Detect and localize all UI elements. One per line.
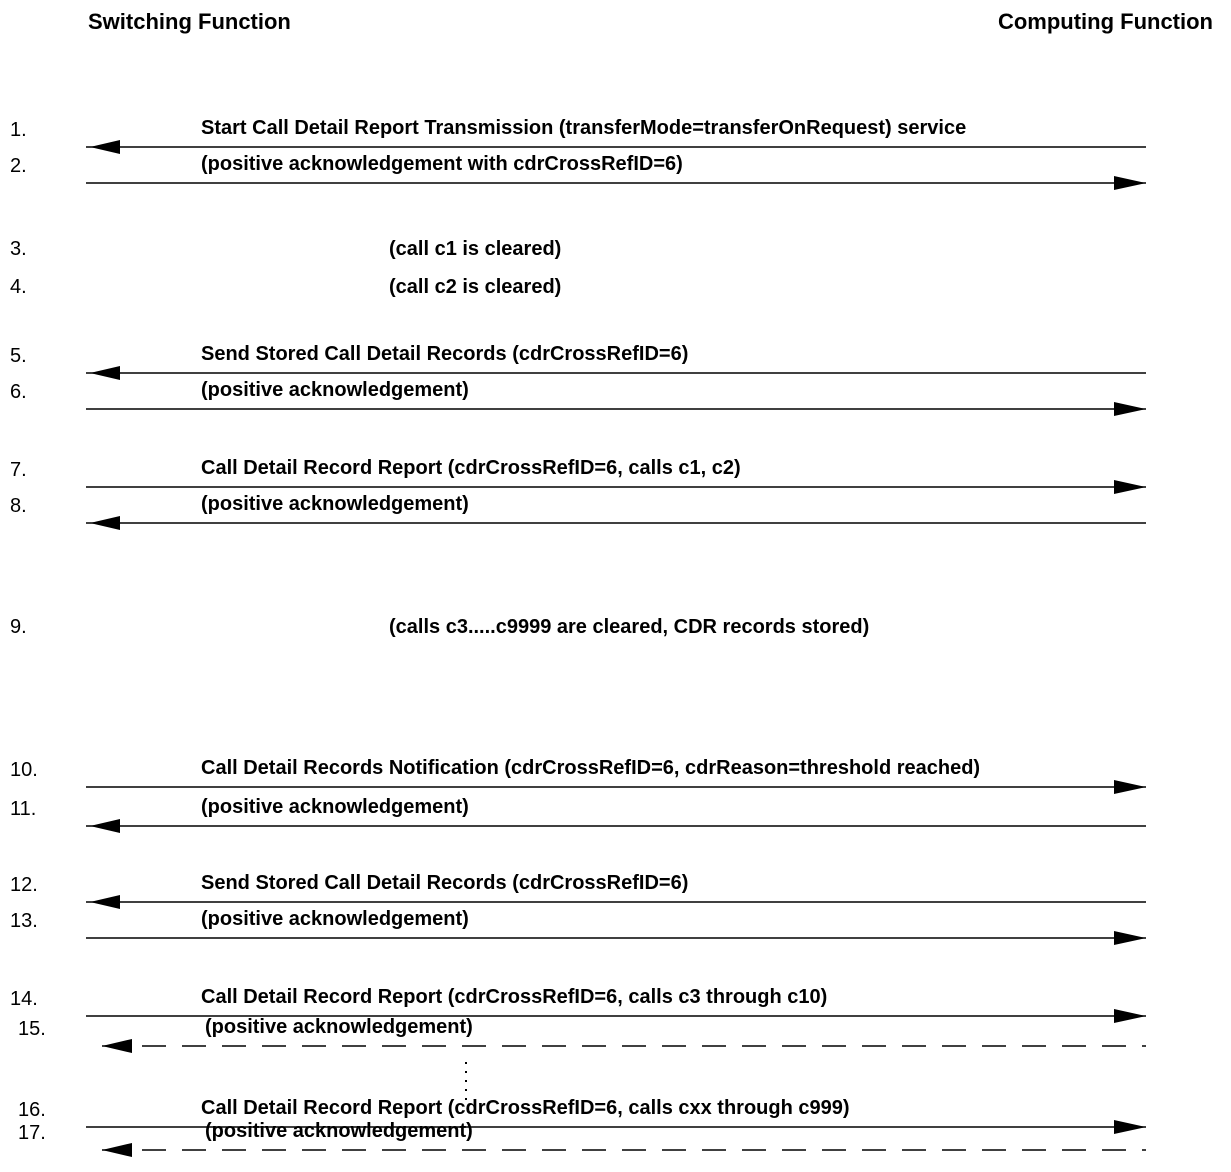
step-number: 15. [18,1018,46,1040]
message-arrow [86,176,1146,190]
message-arrow [86,780,1146,794]
switching-function-header: Switching Function [88,9,291,34]
message-label: (positive acknowledgement) [201,796,469,818]
step-number: 14. [10,988,38,1010]
event-note: (call c2 is cleared) [389,276,562,298]
message-arrow [86,366,1146,380]
message-label: (positive acknowledgement) [201,908,469,930]
message-label: Call Detail Record Report (cdrCrossRefID=6, calls cxx through c999) [201,1097,850,1119]
message-arrow [86,895,1146,909]
step-number: 16. [18,1099,46,1121]
step-number: 2. [10,155,27,177]
message-arrow [86,402,1146,416]
message-label: (positive acknowledgement with cdrCrossRefID=6) [201,153,683,175]
dashed-message-arrow [102,1143,1146,1157]
message-label: Send Stored Call Detail Records (cdrCrossRefID=6) [201,872,689,894]
message-label: Call Detail Records Notification (cdrCrossRefID=6, cdrReason=threshold reached) [201,757,981,779]
step-number: 9. [10,616,27,638]
event-note: (calls c3.....c9999 are cleared, CDR records stored) [389,616,870,638]
step-number: 10. [10,759,38,781]
message-label: Send Stored Call Detail Records (cdrCrossRefID=6) [201,343,689,365]
step-number: 6. [10,381,27,403]
message-arrow [86,516,1146,530]
step-number: 17. [18,1122,46,1144]
event-note: (call c1 is cleared) [389,238,562,260]
message-label: (positive acknowledgement) [201,493,469,515]
message-label: (positive acknowledgement) [201,379,469,401]
computing-function-header: Computing Function [997,9,1213,34]
step-number: 7. [10,459,27,481]
step-number: 8. [10,495,27,517]
message-label: (positive acknowledgement) [205,1016,473,1038]
message-arrow [86,140,1146,154]
message-arrow [86,819,1146,833]
step-number: 3. [10,238,27,260]
message-label: Call Detail Record Report (cdrCrossRefID=6, calls c3 through c10) [201,986,828,1008]
message-arrow [86,931,1146,945]
message-label: (positive acknowledgement) [205,1120,473,1142]
step-number: 4. [10,276,27,298]
dashed-message-arrow [102,1039,1146,1053]
step-number: 13. [10,910,38,932]
message-label: Call Detail Record Report (cdrCrossRefID=6, calls c1, c2) [201,457,741,479]
message-arrow [86,480,1146,494]
message-label: Start Call Detail Report Transmission (transferMode=transferOnRequest) service [201,117,967,139]
step-number: 1. [10,119,27,141]
step-number: 12. [10,874,38,896]
step-number: 11. [10,798,37,820]
step-number: 5. [10,345,27,367]
